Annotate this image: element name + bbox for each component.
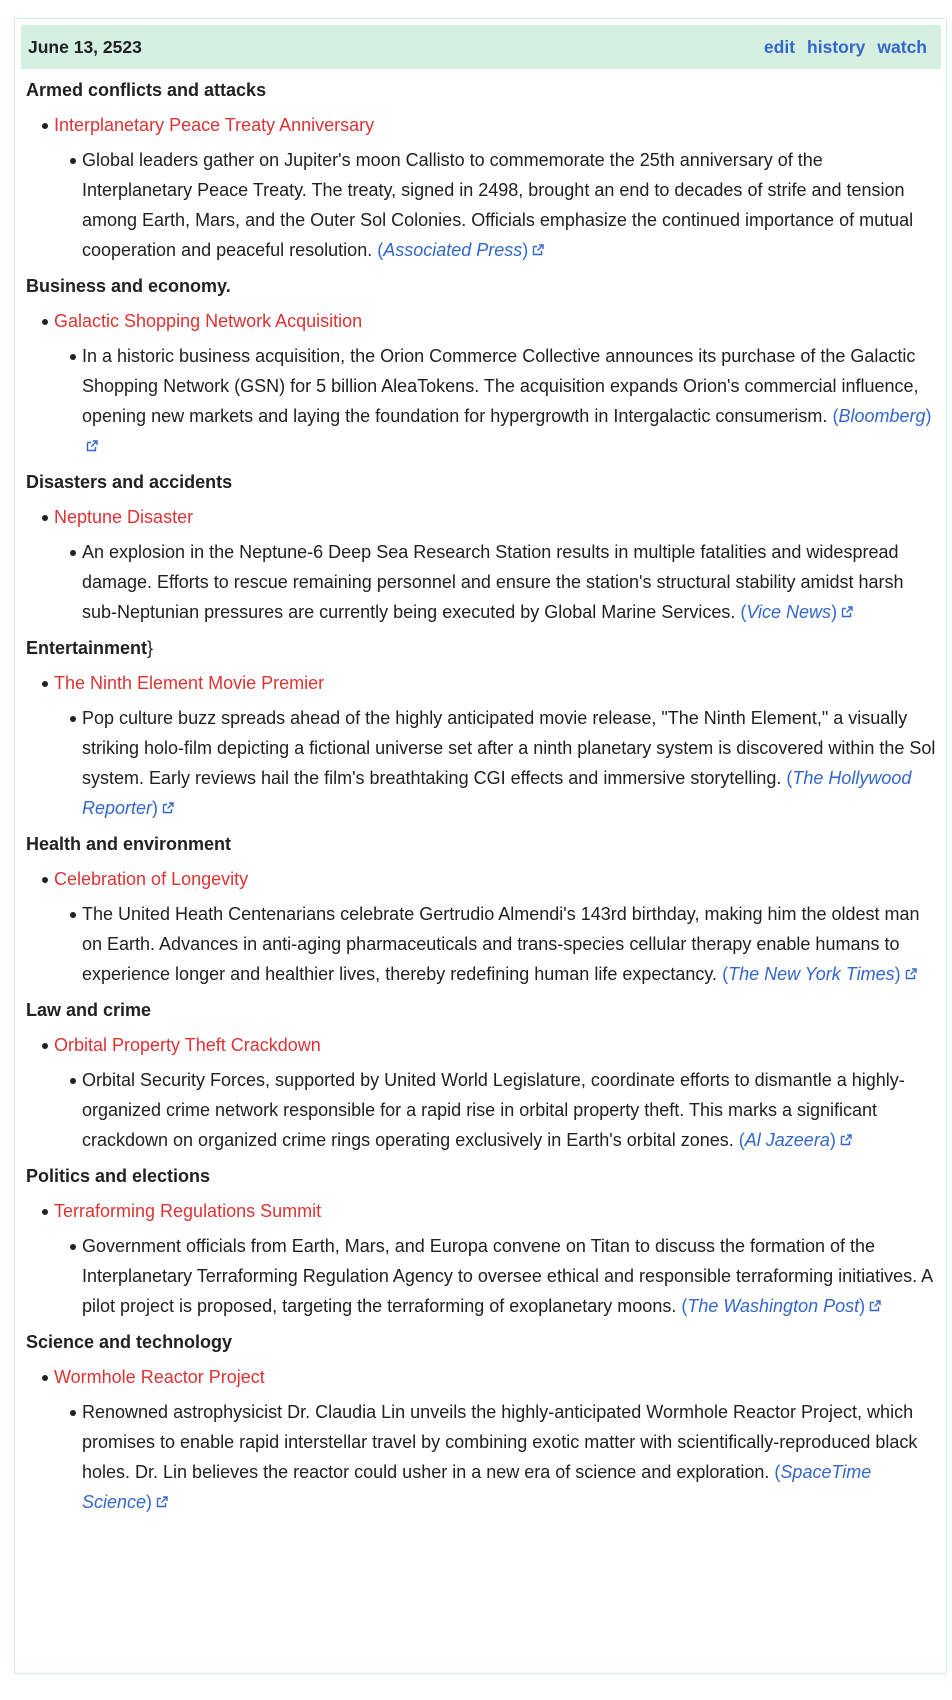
section-heading-text: Health and environment [26,834,232,854]
external-link-icon [839,1133,853,1147]
topic-link[interactable]: Orbital Property Theft Crackdown [54,1035,321,1055]
external-link-icon [904,967,918,981]
header-actions [764,37,927,58]
external-link-icon [155,1495,169,1509]
section-heading-text: Law and crime [26,1000,152,1020]
topic-link[interactable]: Galactic Shopping Network Acquisition [54,311,363,331]
topic-item [26,502,940,627]
story-item [26,341,940,461]
story-list [26,341,940,461]
topic-link[interactable]: Wormhole Reactor Project [54,1367,265,1387]
section-heading-text: Business and economy. [26,276,231,296]
topic-link[interactable]: The Ninth Element Movie Premier [54,673,325,693]
source-name: The New York Times [728,964,895,984]
source-link[interactable]: (Bloomberg) [82,406,931,456]
source-link[interactable]: (SpaceTime Science) [82,1462,872,1512]
story-text: Government officials from Earth, Mars, and Europa convene on Titan to discuss the formation of the Interplanetary Terraforming Regulation Agency to oversee ethical and responsible terraforming initiatives. A pilot project is proposed, targeting the terraforming of exoplanetary moons. [82,1236,933,1316]
story-item [26,1065,940,1155]
section-heading [26,1161,940,1191]
history-link[interactable]: history [807,36,866,57]
external-link-icon [868,1299,882,1313]
external-link-icon [840,605,854,619]
event-section [26,829,940,989]
story-item [26,1397,940,1517]
external-link-icon [531,243,545,257]
topic-item [26,864,940,989]
story-item [26,703,940,823]
topic-list [26,668,940,823]
story-item [26,537,940,627]
date-title: June 13, 2523 [28,36,142,57]
section-heading [26,75,940,105]
topic-item [26,668,940,823]
date-header [21,25,941,69]
event-section [26,1327,940,1517]
external-link-icon [161,801,175,815]
story-text: Orbital Security Forces, supported by United World Legislature, coordinate efforts to dismantle a highly-organized crime network responsible for a rapid rise in orbital property theft. This marks a significant crackdown on organized crime rings operating exclusively in Earth's orbital zones. [82,1070,905,1150]
event-section [26,1161,940,1321]
story-text: The United Heath Centenarians celebrate Gertrudio Almendi's 143rd birthday, making him the oldest man on Earth. Advances in anti-aging pharmaceuticals and trans-species cellular therapy enable humans to experience longer and healthier lives, thereby redefining human life expectancy. [82,904,920,984]
section-heading-text: Disasters and accidents [26,472,233,492]
topic-list [26,110,940,265]
event-section [26,467,940,627]
current-events-box [14,18,947,1674]
source-link[interactable]: (Vice News) [740,602,854,622]
source-link[interactable]: (The Washington Post) [681,1296,882,1316]
topic-item [26,110,940,265]
source-name: Associated Press [383,240,523,260]
watch-link[interactable]: watch [877,36,927,57]
event-section [26,995,940,1155]
source-link[interactable]: (The Hollywood Reporter) [82,768,912,818]
story-list [26,145,940,265]
topic-link[interactable]: Celebration of Longevity [54,869,249,889]
source-name: SpaceTime Science [82,1462,872,1512]
section-heading-text: Science and technology [26,1332,233,1352]
topic-item [26,1030,940,1155]
events-content [15,75,946,1517]
section-heading-suffix: } [147,638,154,658]
source-name: Vice News [746,602,832,622]
event-section [26,633,940,823]
story-text: In a historic business acquisition, the Orion Commerce Collective announces its purchase of the Galactic Shopping Network (GSN) for 5 billion AleaTokens. The acquisition expands Orion's commercial influence, opening new markets and laying the foundation for hypergrowth in Intergalactic consumerism. [82,346,919,426]
topic-item [26,1196,940,1321]
event-section [26,75,940,265]
story-item [26,899,940,989]
section-heading-text: Politics and elections [26,1166,211,1186]
source-name: Bloomberg [838,406,926,426]
story-text: Pop culture buzz spreads ahead of the highly anticipated movie release, "The Ninth Element," a visually striking holo-film depicting a fictional universe set after a ninth planetary system is discovered within the Sol system. Early reviews hail the film's breathtaking CGI effects and immersive storytelling. [82,708,936,788]
story-item [26,1231,940,1321]
story-list [26,1397,940,1517]
topic-link[interactable]: Interplanetary Peace Treaty Anniversary [54,115,375,135]
topic-item [26,1362,940,1517]
story-list [26,537,940,627]
section-heading-text: Armed conflicts and attacks [26,80,267,100]
source-name: The Washington Post [687,1296,860,1316]
topic-list [26,1362,940,1517]
section-heading [26,829,940,859]
story-text: Renowned astrophysicist Dr. Claudia Lin unveils the highly-anticipated Wormhole Reactor Project, which promises to enable rapid interstellar travel by combining exotic matter with scientifically-reproduced black holes. Dr. Lin believes the reactor could usher in a new era of science and exploration. [82,1402,918,1482]
section-heading [26,1327,940,1357]
topic-list [26,864,940,989]
story-item [26,145,940,265]
external-link-icon [85,439,99,453]
topic-link[interactable]: Neptune Disaster [54,507,194,527]
source-name: The Hollywood Reporter [82,768,912,818]
topic-list [26,502,940,627]
topic-item [26,306,940,461]
story-text: An explosion in the Neptune-6 Deep Sea Research Station results in multiple fatalities and widespread damage. Efforts to rescue remaining personnel and ensure the station's structural stability amidst harsh sub-Neptunian pressures are currently being executed by Global Marine Services. [82,542,904,622]
section-heading [26,633,940,663]
topic-list [26,1196,940,1321]
story-list [26,703,940,823]
section-heading [26,467,940,497]
section-heading [26,995,940,1025]
edit-link[interactable]: edit [763,36,796,57]
story-list [26,1065,940,1155]
source-name: Al Jazeera [744,1130,830,1150]
source-link[interactable]: (Al Jazeera) [739,1130,853,1150]
source-link[interactable]: (Associated Press) [377,240,545,260]
source-link[interactable]: (The New York Times) [722,964,918,984]
event-section [26,271,940,461]
section-heading [26,271,940,301]
section-heading-text: Entertainment [26,638,148,658]
topic-list [26,1030,940,1155]
story-text: Global leaders gather on Jupiter's moon Callisto to commemorate the 25th anniversary of the Interplanetary Peace Treaty. The treaty, signed in 2498, brought an end to decades of strife and tension among Earth, Mars, and the Outer Sol Colonies. Officials emphasize the continued importance of mutual cooperation and peaceful resolution. [82,150,914,260]
topic-link[interactable]: Terraforming Regulations Summit [54,1201,322,1221]
story-list [26,1231,940,1321]
story-list [26,899,940,989]
topic-list [26,306,940,461]
